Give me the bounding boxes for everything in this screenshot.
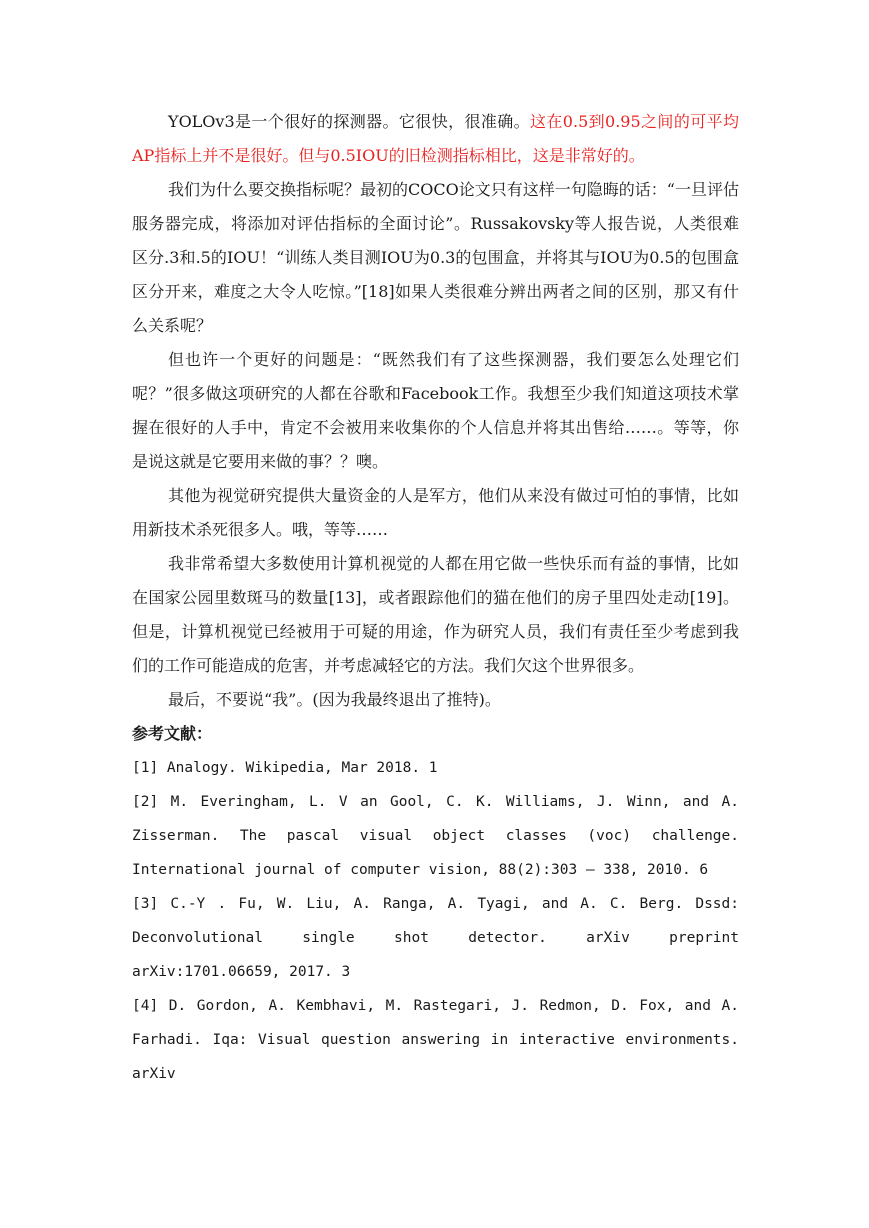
reference-item: [3] C.-Y . Fu, W. Liu, A. Ranga, A. Tyagi, and A. C. Berg. Dssd: Deconvolutional single shot detector. arXiv preprint arXiv:1701.06659, 2017. 3 xyxy=(132,896,739,980)
paragraph-closing: 最后，不要说“我”。(因为我最终退出了推特)。 xyxy=(168,690,501,709)
paragraph-detectors-usage: 但也许一个更好的问题是：“既然我们有了这些探测器，我们要怎么处理它们呢？”很多做这项研究的人都在谷歌和Facebook工作。我想至少我们知道这项技术掌握在很好的人手中，肯定不会被用来收集你的个人信息并将其出售给……。等等，你是说这就是它要用来做的事？？噢。 xyxy=(132,350,739,471)
paragraph-intro xyxy=(132,105,739,173)
reference-item: [1] Analogy. Wikipedia, Mar 2018. 1 xyxy=(132,760,438,776)
highlighted-text: 这在0.5到0.95之间的可平均AP指标上并不是很好。但与0.5IOU的旧检测指标相比，这是非常好的。 xyxy=(132,112,739,165)
paragraph-intro-text: YOLOv3是一个很好的探测器。它很快，很准确。 xyxy=(168,112,531,131)
references-heading: 参考文献： xyxy=(132,724,213,743)
reference-item: [4] D. Gordon, A. Kembhavi, M. Rastegari, J. Redmon, D. Fox, and A. Farhadi. Iqa: Visual question answering in interactive environments. arXiv xyxy=(132,998,739,1082)
paragraph-metrics: 我们为什么要交换指标呢？最初的COCO论文只有这样一句隐晦的话：“一旦评估服务器完成，将添加对评估指标的全面讨论”。Russakovsky等人报告说，人类很难区分.3和.5的IOU！“训练人类目测IOU为0.3的包围盒，并将其与IOU为0.5的包围盒区分开来，难度之大令人吃惊。”[18]如果人类很难分辨出两者之间的区别，那又有什么关系呢？ xyxy=(132,180,739,335)
reference-item: [2] M. Everingham, L. V an Gool, C. K. Williams, J. Winn, and A. Zisserman. The pascal visual object classes (voc) challenge. International journal of computer vision, 88(2):303 – 338, 2010. 6 xyxy=(132,794,739,878)
paragraph-responsibility: 我非常希望大多数使用计算机视觉的人都在用它做一些快乐而有益的事情，比如在国家公园里数斑马的数量[13]，或者跟踪他们的猫在他们的房子里四处走动[19]。但是，计算机视觉已经被用于可疑的用途，作为研究人员，我们有责任至少考虑到我们的工作可能造成的危害，并考虑减轻它的方法。我们欠这个世界很多。 xyxy=(132,554,739,675)
paragraph-military: 其他为视觉研究提供大量资金的人是军方，他们从来没有做过可怕的事情，比如用新技术杀死很多人。哦，等等…… xyxy=(132,486,739,539)
